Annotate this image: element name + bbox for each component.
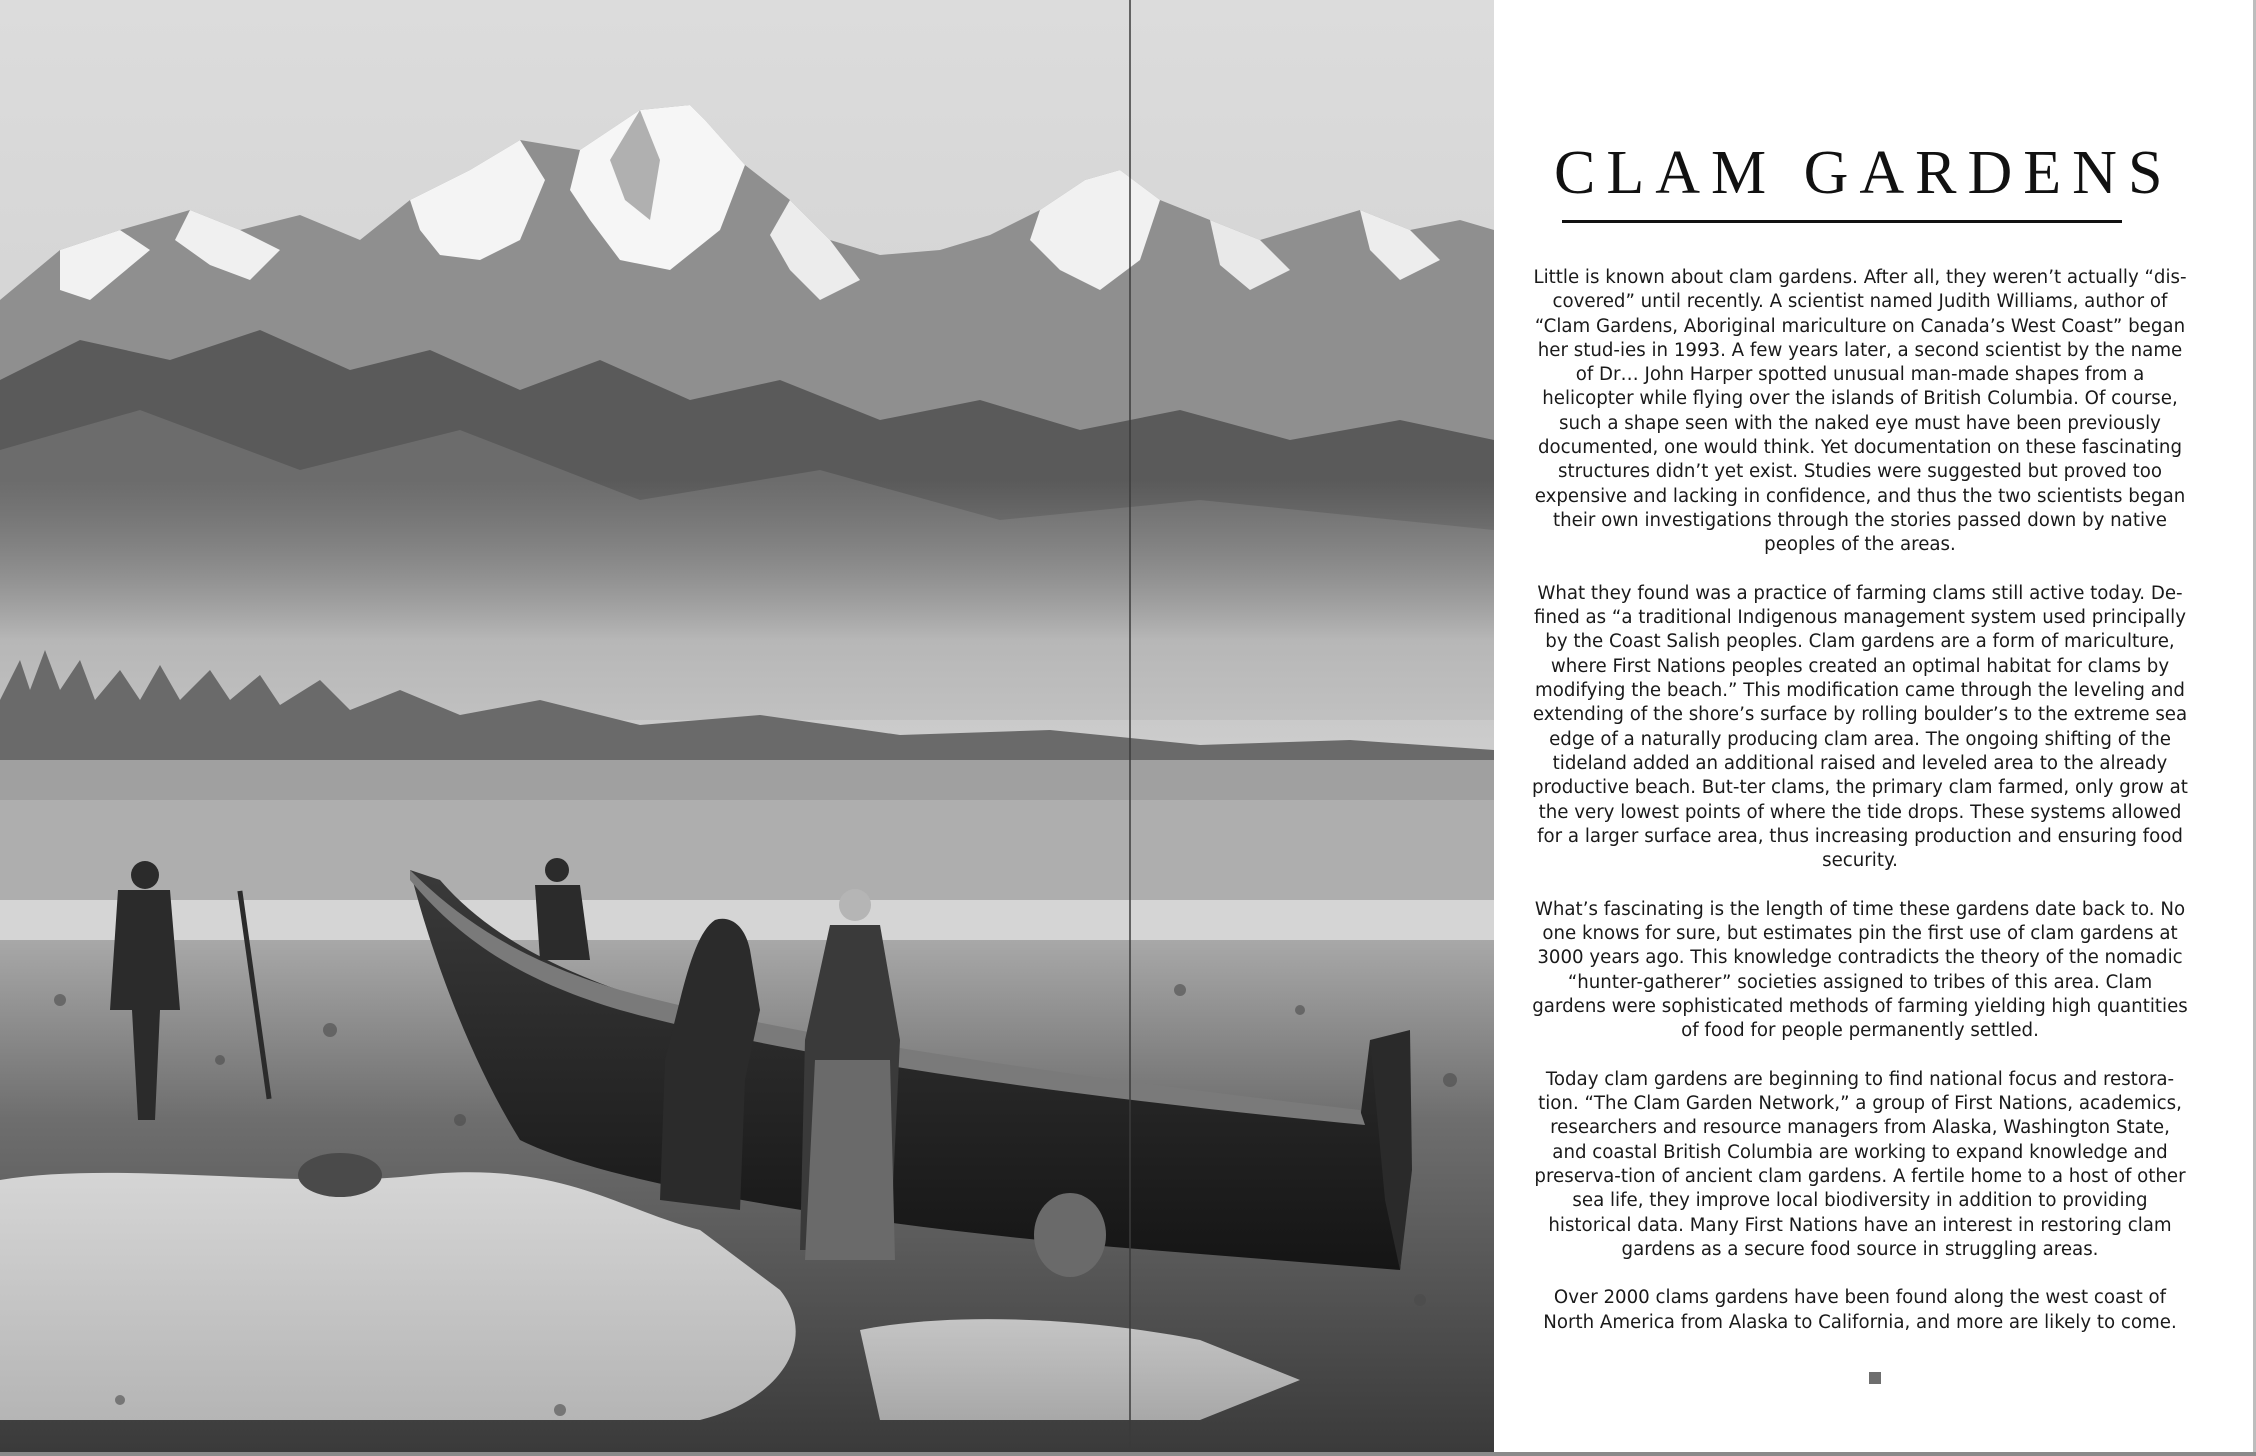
paragraph: What they found was a practice of farming clams still active today. De-fined as “a traditional Indigenous management system used principally by the Coast Salish peoples. Clam gardens are a form of mariculture, where First Nations peoples created an optimal habitat for clams by modifying the beach.” This modification came through the leveling and extending of the shore’s surface by rolling boulder’s to the extreme sea edge of a naturally producing clam area. The ongoing shifting of the tideland added an additional raised and leveled area to the already productive beach. But-ter clams, the primary clam farmed, only grow at the very lowest points of where the tide drops. These systems allowed for a larger surface area, thus increasing production and ensuring food security. xyxy=(1532,582,2188,872)
article-page xyxy=(1494,0,2256,1452)
title-underline xyxy=(1562,220,2122,223)
basket xyxy=(298,1153,382,1197)
spread-bottom-edge xyxy=(0,1452,2256,1456)
paragraph: What’s fascinating is the length of time these gardens date back to. No one knows for sure, but estimates pin the first use of clam gardens at 3000 years ago. This knowledge contradicts the theory of the nomadic “hunter-gatherer” societies assigned to tribes of this area. Clam gardens were sophisticated methods of farming yielding high quantities of food for people permanently settled. xyxy=(1532,898,2188,1042)
basket xyxy=(1034,1193,1106,1277)
end-of-article-mark xyxy=(1869,1372,1881,1384)
paragraph: Little is known about clam gardens. After all, they weren’t actually “dis-covered” until recently. A scientist named Judith Williams, author of “Clam Gardens, Aboriginal mariculture on Canada’s West Coast” began her stud-ies in 1993. A few years later, a second scientist by the name of Dr… John Harper spotted unusual man-made shapes from a helicopter while flying over the islands of British Columbia. Of course, such a shape seen with the naked eye must have been previously documented, one would think. Yet documentation on these fascinating structures didn’t yet exist. Studies were suggested but proved too expensive and lacking in confidence, and thus the two scientists began their own investigations through the stories passed down by native peoples of the areas. xyxy=(1533,267,2187,556)
paragraph: Over 2000 clams gardens have been found along the west coast of North America from Alaska to California, and more are likely to come. xyxy=(1543,1287,2177,1333)
article-body xyxy=(1532,266,2188,1359)
article-title: CLAM GARDENS xyxy=(1554,139,2174,207)
paragraph: Today clam gardens are beginning to find national focus and restora-tion. “The Clam Garden Network,” a group of First Nations, academics, researchers and resource managers from Alaska, Washington State, and coastal British Columbia are working to expand knowledge and preserva-tion of ancient clam gardens. A fertile home to a host of other sea life, they improve local biodiversity in addition to providing historical data. Many First Nations have an interest in restoring clam gardens as a secure food source in struggling areas. xyxy=(1534,1068,2186,1260)
page-gutter xyxy=(1129,0,1131,1452)
